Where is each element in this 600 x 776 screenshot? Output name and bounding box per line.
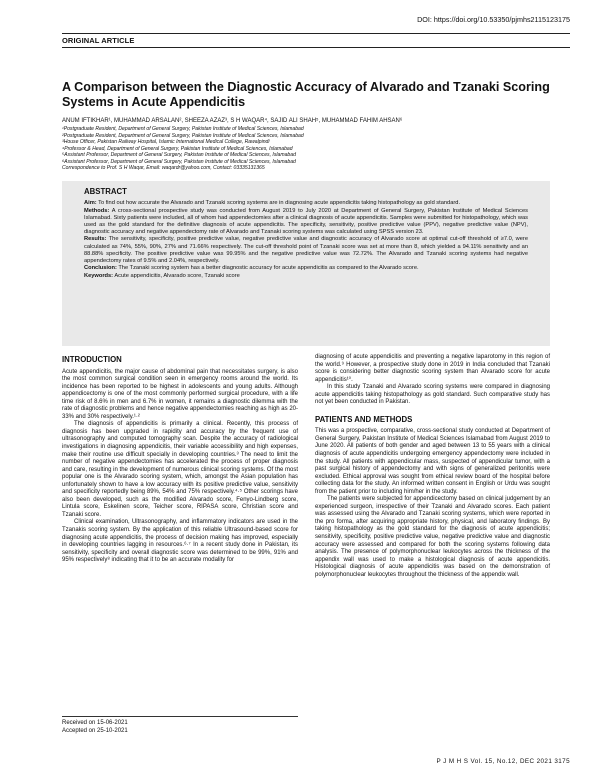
intro-paragraph-4: diagnosing of acute appendicitis and preventing a negative laparotomy in this region of the world.⁹ However, a prospective study done in 2019 in India concluded that Tzanaki score is considering better diagnostic scoring system than Alvarado score for acute appendicitis¹⁰. [315,354,550,383]
right-column [315,354,550,579]
affiliation-3: ³House Officer, Pakistan Railway Hospital, Islamic International Medical College, Rawalpindi [62,139,270,146]
conclusion-label: Conclusion: [84,265,117,272]
accepted-date: Accepted on 25-10-2021 [62,728,128,734]
paper-title: A Comparison between the Diagnostic Accuracy of Alvarado and Tzanaki Scoring Systems in Acute Appendicitis [62,80,550,109]
abstract-methods [84,208,528,236]
abstract-box [62,181,550,346]
abstract-results [84,236,528,264]
received-date: Received on 15-06-2021 [62,720,128,726]
aim-label: Aim: [84,200,97,206]
intro-paragraph-1: Acute appendicitis, the major cause of abdominal pain that necessitates surgery, is also the most common surgical condition seen in emergency rooms around the world. Its incidence has been reported to be highest in adolescents and young adults. Although appendicectomy is one of the most commonly performed surgical procedure, with a life time risk of 8.6% in men and 6.7% in women, it remains a diagnostic dilemma with the rate of diagnostic problems and hence negative appendectomies reaching as high as 20-33% and 30% respectively.¹·² [62,368,298,420]
affiliation-4: ⁴Professor & Head, Department of General Surgery, Pakistan Institute of Medical Sciences, Islamabad [62,145,293,152]
keywords-label: Keywords: [84,272,114,279]
author-list: ANUM IFTIKHAR¹, MUHAMMAD ARSALAN², SHEEZA AZAZ³, S H WAQAR⁴, SAJID ALI SHAH⁵, MUHAMMAD FAHIM AHSAN⁶ [62,118,403,124]
methods-label: Methods: [84,207,110,214]
abstract-conclusion [84,265,528,272]
dates-rule [62,716,298,717]
affiliation-1: ¹Postgraduate Resident, Department of General Surgery, Pakistan Institute of Medical Sciences, Islamabad [62,126,304,132]
header-rule [62,33,570,34]
left-column [62,354,298,565]
results-text: The sensitivity, specificity, positive predictive value, negative predictive value and diagnostic accuracy of Alvarado score at optimal cut-off threshold of ≥7.0, were calculated as 74%, 55%, 90%, 27% and 71.66% respectively. The cut-off threshold point of Tzanaki score was set at more than 8, which yielded a 94.11% sensitivity and an 88.88% specificity. The positive predictive value was 99.95% and the negative predictive value was 72.72%. The Alvarado and Tzanaki scoring systems had negative appendectomy rates of 9.5% and 2.04%, respectively. [84,236,528,264]
abstract-keywords [84,273,528,280]
affiliations [62,126,562,172]
page-footer: P J M H S Vol. 15, No.12, DEC 2021 3175 [436,758,570,765]
intro-paragraph-3: Clinical examination, Ultrasonography, and inflammatory indicators are used in the Tzanakis scoring system. By the application of this reliable Ultrasound-based score for diagnosing acute appendicitis, the process of decision making has improved, especially in developing countries lagging in resources.⁶·⁷ In a recent study done in Pakistan, its sensitivity, specificity and overall diagnostic score was determined to be 99%, 91% and 95% respectively⁸ indicating that it to be an accurate modality for [62,519,298,564]
methods-paragraph-1: This was a prospective, comparative, cross-sectional study conducted at Department of General Surgery, Pakistan Institute of Medical Sciences Islamabad from August 2019 to June 2020. All patients of both gender and aged between 13 to 55 years with a clinical diagnosis of acute appendicitis undergoing emergency appendectomy were included in the study. All patients with appendicular mass, suspected of appendicular tumor, with a past surgical history of appendectomy and with signs of generalized peritonitis were excluded. Ethical approval was sought from ethical review board of the hospital before collecting data for the study. An informed written consent in English or Urdu was sought from the patient prior to including him/her in the study. [315,428,550,495]
affiliation-2: ²Postgraduate Resident, Department of General Surgery, Pakistan Institute of Medical Sciences, Islamabad [62,132,304,139]
article-type: ORIGINAL ARTICLE [62,36,135,45]
affiliation-5: ⁵Assistant Professor, Department of General Surgery, Pakistan Institute of Medical Sciences, Islamabad [62,152,296,159]
doi-link[interactable]: DOI: https://doi.org/10.53350/pjmhs2115123175 [417,15,570,24]
abstract-aim [84,200,528,207]
results-label: Results: [84,236,107,243]
intro-paragraph-2: The diagnosis of appendicitis is primarily a clinical. Recently, this process of diagnosis has been upgraded in rapidity and accuracy by the frequent use of ultrasonography and computed tomography scan. Despite the accuracy of radiological investigations in diagnosing appendicitis, their variable accessibility and high expenses, make their routine use difficult specially in developing countries.³ The need to limit the number of negative appendectomies has accelerated the process of proper diagnosis and care, resulting in the development of numerous clinical scoring systems. Of the most popular one is the Alvarado scoring system, which, amongst the Asian population has unfortunately shown to have a low accuracy with its positive predictive value, sensitivity and specificity reportedly being 89%, 54% and 75% respectively.⁴·⁵ Other scorings have also been developed, such as the modified Alvarado score, Fenyo-Lindberg score, Lintula score, Eskelinen score, Teicher score, RIPASA score, Christian score and Tzanaki score. [62,421,298,518]
submission-dates [62,716,298,735]
aim-text: To find out how accurate the Alvarado and Tzanaki scoring systems are in diagnosing acute appendicitis taking histopathology as gold standard. [96,200,461,206]
header-rule-bottom [62,47,570,48]
conclusion-text: The Tzanaki scoring system has a better diagnostic accuracy for acute appendicitis as compared to the Alvarado score. [116,265,419,272]
correspondence: Correspondence to Prof. S H Waqar, Email: waqardr@yahoo.com, Contact: 03335131365 [62,165,265,172]
abstract-heading: ABSTRACT [84,187,127,196]
intro-paragraph-5: In this study Tzanaki and Alvarado scoring systems were compared in diagnosing acute appendicitis taking histopathology as gold standard. Such comparative study has not yet been conducted in Pakistan. [315,384,550,406]
introduction-heading: INTRODUCTION [62,355,122,364]
methods-heading: PATIENTS AND METHODS [315,414,413,424]
methods-text: A cross-sectional prospective study was conducted from August 2019 to July 2020 at Department of General Surgery, Pakistan Institute of Medical Sciences Islamabad. Sixty patients were included, all of whom had appendectomies after a clinical diagnosis of acute appendicitis. Samples were submitted for histopathology, which was used as the gold standard for the definitive diagnosis of acute appendicitis. The specificity, sensitivity, positive predictive value (PPV), negative predictive value (NPV), diagnostic accuracy and negative appendectomy rate of Alvarado and Tzanaki scoring systems was calculated using SPSS version 23. [84,207,528,235]
keywords-text: Acute appendicitis, Alvarado score, Tzanaki score [113,272,240,279]
affiliation-6: ⁶Assistant Professor, Department of General Surgery, Pakistan Institute of Medical Sciences, Islamabad [62,158,296,165]
methods-paragraph-2: The patients were subjected for appendicectomy based on clinical judgement by an experienced surgeon, irrespective of their Tzanaki and Alvarado scores. Each patient was assessed using the Alvarado and Tzanaki scoring systems, which were reported in the pro forma, after acquiring appropriate history, physical, and laboratory findings. By taking histopathology as the gold standard for the diagnosis of acute appendicitis; sensitivity, specificity, positive predictive value, negative predictive value and diagnostic accuracy were assessed and compared for both the scoring systems following data analysis. The presence of polymorphonuclear leukocytes across the thickness of the appendix wall was used to make a histological diagnosis of acute appendicitis. Histological diagnosis of acute appendicitis was based on the demonstration of polymorphonuclear leukocytes throughout the thickness of the appendix wall. [315,496,550,578]
